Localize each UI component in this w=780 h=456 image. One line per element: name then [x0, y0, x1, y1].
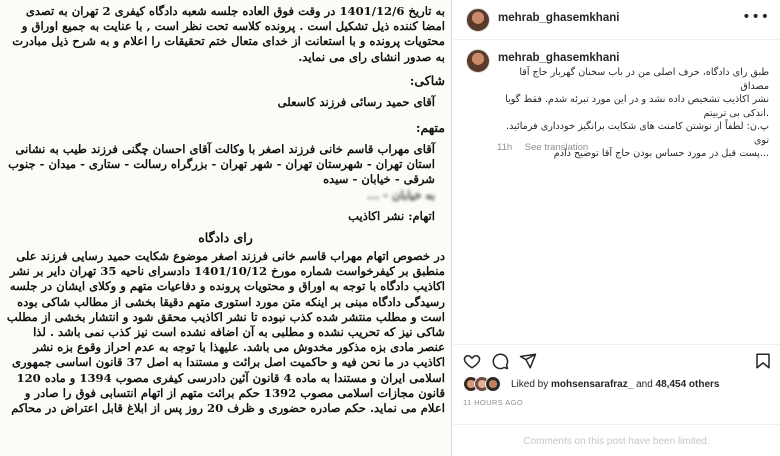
post-time-ago: 11 HOURS AGO	[463, 398, 524, 407]
caption-time[interactable]: 11h	[497, 142, 513, 153]
liker-avatar[interactable]	[485, 376, 501, 392]
comments-limited-notice: Comments on this post have been limited.	[453, 424, 780, 456]
header-username[interactable]: mehrab_ghasemkhani	[498, 12, 620, 24]
doc-verdict: در خصوص اتهام مهراب قاسم خانی فرزند اصغر موضوع شکایت حمید رسایی فرزند علی منطبق بر کیفرخواست شماره مورخ 1401/10/12 دادسرای ناحیه 35 تهران دایر بر نشر اکاذیب دادگاه با توجه به اوراق و محتویات پرونده و دفاعیات متهم و وکلای ایشان در جلسه رسیدگی دادگاه مبنی بر اینکه متن مورد استوری متهم دقیقا بخشی از مطالب شاکی بوده است و مطلب منتشر شده کذب نبوده تا نشر اکاذیب محقق شود و انتشار بخشی از مطلب شاکی نیز که تحریب نشده و مطلبی به آن اضافه نشده است نیز کذب نمی باشد . لذا عنصر مادی بزه مذکور مخدوش می باشد. علیهذا با توجه به عدم احراز وقوع بزه نشر اکاذیب در ما نحن فیه و حاکمیت اصل برائت و مستندا به اصل 37 قانون اساسی جمهوری اسلامی ایران و مستندا به ماده 4 قانون آئین دادرسی کیفری مصوب 1394 و ماده 120 قانون مجازات اسلامی مصوب 1392 حکم برائت متهم از اتهام انتسابی فوق را صادر و اعلام می نماید. حکم صادره حضوری و ظرف 20 روز پس از ابلاغ قابل اعتراض در محاکم	[6, 249, 445, 416]
comment-icon[interactable]	[491, 352, 509, 370]
caption-line: .اندکی بی تربیتم	[703, 107, 769, 119]
caption-line: پ.ن: لطفاً از نوشتن کامنت های شکایت برانگیز خودداری فرمائید. توی	[506, 121, 769, 146]
post-header	[453, 0, 780, 40]
liked-by-prefix: Liked by	[511, 379, 549, 390]
action-bar	[453, 344, 780, 372]
doc-complainant-heading: شاکی:	[409, 72, 445, 88]
doc-accused-blurred: به خیابان - ...	[367, 187, 435, 202]
doc-intro-paragraph: به تاریخ 1401/12/6 در وقت فوق العاده جلسه شعبه دادگاه کیفری 2 تهران به تصدی امضا کننده ذیل تشکیل است . پرونده کلاسه تحت نظر است , با عنایت به جمیع اوراق و محتویات پرونده و با استعانت از خدای متعال ختم تحقیقات را اعلام و به شرح ذیل مبادرت به صدور انشای رای می نماید.	[12, 4, 445, 64]
caption-line: ...پست قبل در مورد حساس بودن حاج آقا توضیح دادم	[553, 148, 769, 159]
caption-avatar[interactable]	[466, 49, 490, 73]
liked-by-and: and	[636, 379, 653, 390]
more-icon[interactable]: •••	[742, 9, 770, 25]
liked-by-text	[511, 379, 719, 390]
doc-verdict-heading: رای دادگاه	[198, 230, 253, 246]
doc-charge: اتهام: نشر اکاذیب	[348, 208, 435, 223]
share-icon[interactable]	[519, 352, 537, 370]
liked-by-count-link[interactable]: 48,454 others	[655, 379, 720, 390]
doc-accused: آقای مهراب قاسم خانی فرزند اصغر با وکالت آقای احسان چگنی فرزند طیب به نشانی استان تهران - شهرستان تهران - شهر تهران - بزرگراه رسالت - ستاری - میدان - جنوب شرقی - خیابان - سیده	[8, 142, 435, 187]
bookmark-icon[interactable]	[754, 352, 772, 370]
caption-line: طبق رای دادگاه، حرف اصلی من در باب سخنان گهربار حاج آقا مصداق	[519, 67, 769, 92]
likes-row	[463, 376, 773, 394]
caption-meta	[497, 142, 588, 153]
doc-accused-heading: متهم:	[415, 120, 445, 136]
see-translation-link[interactable]: See translation	[524, 142, 589, 153]
caption-line: نشر اکاذیب تشخیص داده نشد و در این مورد تبرئه شدم. فقط گویا	[505, 94, 769, 105]
heart-icon[interactable]	[463, 352, 481, 370]
doc-complainant: آقای حمید رسائی فرزند کاسعلی	[277, 94, 435, 109]
caption-username[interactable]: mehrab_ghasemkhani	[498, 52, 620, 64]
avatar[interactable]	[466, 8, 490, 32]
post-panel	[453, 0, 780, 456]
liked-by-user-link[interactable]: mohsensarafraz_	[551, 379, 634, 390]
